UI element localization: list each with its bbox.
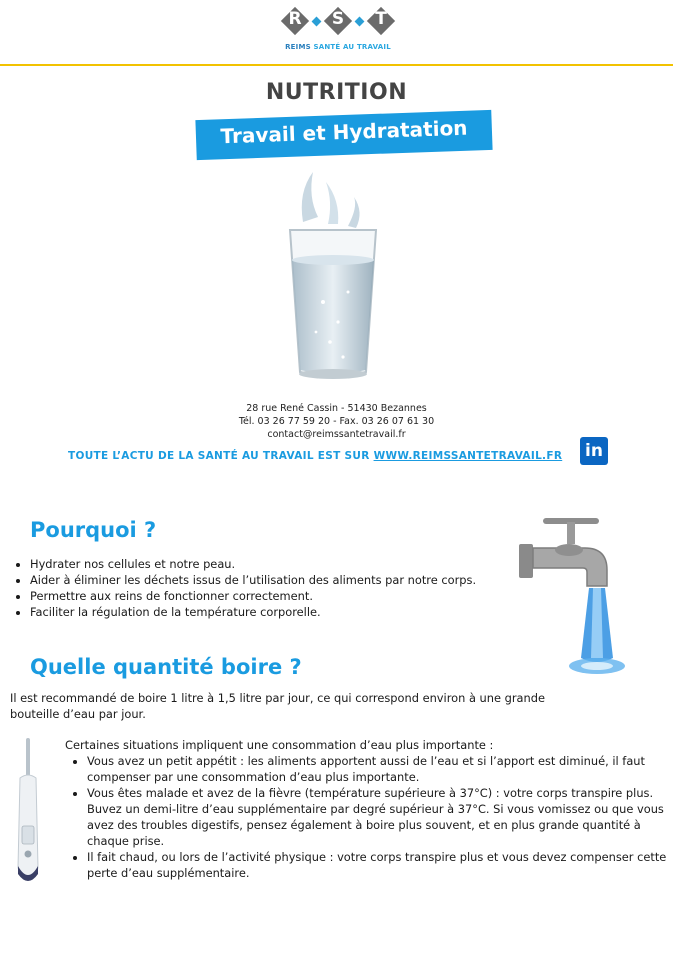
list-item: • Aider à éliminer les déchets issus de l’utilisation des aliments par notre corps. (30, 572, 530, 588)
contact-email[interactable]: contact@reimssantetravail.fr (267, 429, 406, 440)
pourquoi-heading: Pourquoi ? (30, 518, 157, 542)
list-item: • Hydrater nos cellules et notre peau. (30, 556, 530, 572)
rst-logo (276, 6, 400, 60)
list-item: • Permettre aux reins de fonctionner correctement. (30, 588, 530, 604)
logo-letter-s: S (323, 6, 353, 36)
water-glass-icon (268, 162, 398, 392)
list-item: • Vous avez un petit appétit : les aliments apportent aussi de l’eau et si l’apport est diminué, il faut compenser par une consommation d’eau plus importante. (87, 753, 673, 785)
logo-dot (312, 17, 322, 27)
banner-text: Travail et Hydratation (220, 115, 468, 149)
list-item: • Il fait chaud, ou lors de l’activité physique : votre corps transpire plus et vous devez compenser cette perte d’eau supplémentaire. (87, 849, 673, 881)
actu-text: TOUTE L’ACTU DE LA SANTÉ AU TRAVAIL EST SUR (68, 450, 374, 462)
page-title: NUTRITION (265, 80, 408, 105)
header-divider (0, 64, 673, 66)
logo-subtitle: REIMS SANTÉ AU TRAVAIL (285, 43, 391, 51)
quantite-paragraph: Il est recommandé de boire 1 litre à 1,5 litre par jour, ce qui correspond environ à une grande bouteille d’eau par jour. (10, 691, 545, 721)
contact-address: 28 rue René Cassin - 51430 Bezannes (246, 403, 427, 414)
list-item: • Faciliter la régulation de la température corporelle. (30, 604, 530, 620)
list-item: • Vous êtes malade et avez de la fièvre (température supérieure à 37°C) : votre corps transpire plus. Buvez un demi-litre d’eau supplémentaire par degré supérieur à 37°C. Si vous vomissez ou que vous avez des troubles digestifs, pensez également à boire plus souvent, et en plus grande quantité à chaque prise. (87, 785, 673, 849)
logo-letter-t: T (366, 6, 396, 36)
situations-intro: Certaines situations impliquent une consommation d’eau plus importante : (65, 738, 494, 752)
pourquoi-list (10, 556, 530, 620)
water-tap-icon (515, 508, 627, 686)
website-link[interactable]: WWW.REIMSSANTETRAVAIL.FR (373, 450, 563, 462)
situations-list (67, 753, 673, 881)
quantite-heading: Quelle quantité boire ? (30, 655, 302, 679)
linkedin-icon[interactable]: in (580, 437, 608, 465)
logo-dot (355, 17, 365, 27)
actu-line (68, 450, 562, 462)
thermometer-icon (14, 738, 42, 884)
logo-letter-r: R (280, 6, 310, 36)
contact-phone: Tél. 03 26 77 59 20 - Fax. 03 26 07 61 30 (238, 416, 435, 427)
